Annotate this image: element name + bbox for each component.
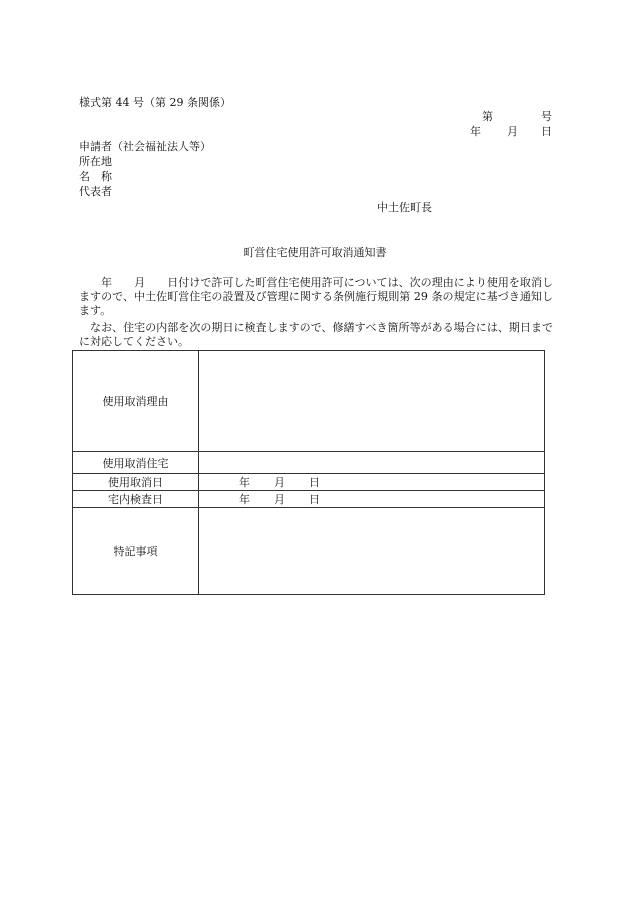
table-row <box>73 508 545 595</box>
issuer-name: 中土佐町長 <box>377 201 432 214</box>
inspection-date-label: 宅内検査日 <box>73 491 199 508</box>
cancellation-details-table <box>72 350 545 595</box>
header-date-month: 月 <box>507 125 518 138</box>
cancel-date-day: 日 <box>309 476 320 489</box>
doc-number-prefix: 第 <box>482 110 493 123</box>
representative-label: 代表者 <box>79 185 112 198</box>
body-paragraph-2: なお、住宅の内部を次の期日に検査しますので、修繕すべき箇所等がある場合には、期日までに対応してください。 <box>79 321 553 348</box>
house-value <box>199 452 545 474</box>
reason-label: 使用取消理由 <box>73 351 199 452</box>
header-date-day: 日 <box>541 125 552 138</box>
address-label: 所在地 <box>79 155 112 168</box>
applicant-title: 申請者（社会福祉法人等） <box>79 140 211 153</box>
table-row <box>73 452 545 474</box>
doc-number-suffix: 号 <box>541 110 552 123</box>
notes-value <box>199 508 545 595</box>
cancel-date-month: 月 <box>274 476 285 489</box>
inspection-date-day: 日 <box>309 493 320 506</box>
header-date-year: 年 <box>470 125 481 138</box>
body-paragraph-1: 年 月 日付けで許可した町営住宅使用許可については、次の理由により使用を取消しますので、中土佐町営住宅の設置及び管理に関する条例施行規則第 29 条の規定に基づき通知します。 <box>79 276 553 317</box>
form-number: 様式第 44 号（第 29 条関係） <box>79 96 231 109</box>
inspection-date-value <box>199 491 545 508</box>
inspection-date-year: 年 <box>239 493 250 506</box>
table-row <box>73 474 545 491</box>
inspection-date-month: 月 <box>274 493 285 506</box>
cancel-date-value <box>199 474 545 491</box>
notes-label: 特記事項 <box>73 508 199 595</box>
document-title: 町営住宅使用許可取消通知書 <box>243 246 387 259</box>
table-row <box>73 351 545 452</box>
name-label: 名 称 <box>79 170 112 183</box>
table-row <box>73 491 545 508</box>
cancel-date-year: 年 <box>239 476 250 489</box>
cancel-date-label: 使用取消日 <box>73 474 199 491</box>
house-label: 使用取消住宅 <box>73 452 199 474</box>
reason-value <box>199 351 545 452</box>
